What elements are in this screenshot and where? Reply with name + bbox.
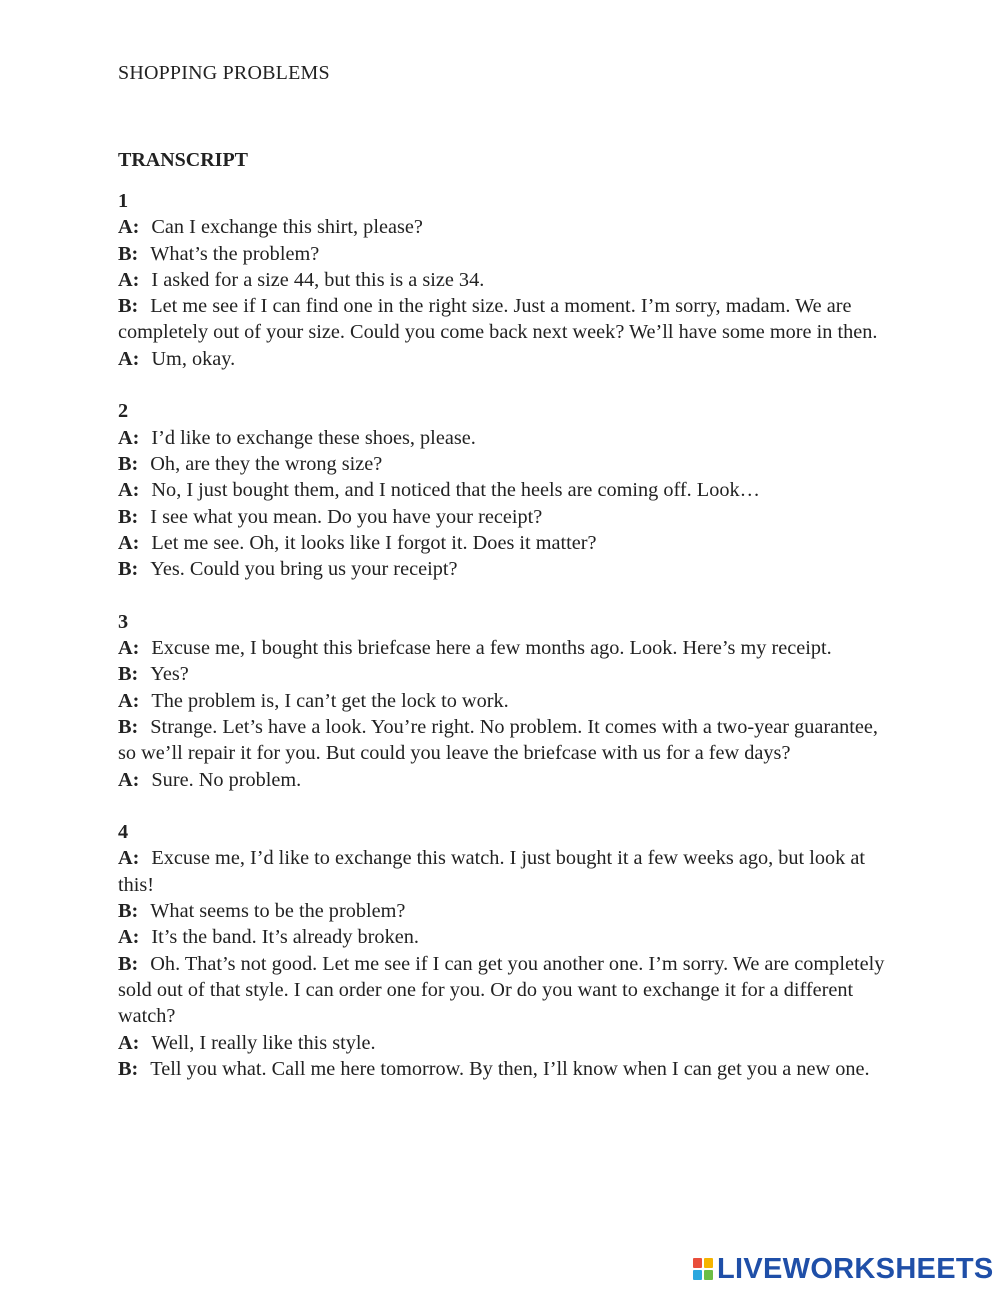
conversation-4: [118, 819, 888, 1082]
conversation-1: [118, 188, 888, 372]
speaker-label: A:: [118, 426, 140, 449]
dialogue-text: The problem is, I can’t get the lock to work.: [151, 689, 509, 712]
logo-square-red: [693, 1258, 702, 1268]
dialogue-line: [118, 530, 888, 556]
speaker-label: A:: [118, 1031, 140, 1054]
speaker-label: B:: [118, 452, 139, 475]
speaker-label: A:: [118, 689, 140, 712]
dialogue-line: [118, 924, 888, 950]
speaker-label: A:: [118, 926, 140, 949]
dialogue-text: Can I exchange this shirt, please?: [151, 216, 423, 239]
dialogue-text: Well, I really like this style.: [151, 1031, 376, 1054]
dialogue-text: I’d like to exchange these shoes, please.: [151, 426, 476, 449]
speaker-label: A:: [118, 268, 140, 291]
conversation-number: 3: [118, 610, 129, 633]
conversation-number: 4: [118, 821, 129, 844]
dialogue-line: [118, 845, 888, 898]
transcript-heading: TRANSCRIPT: [118, 149, 249, 171]
dialogue-text: Oh. That’s not good. Let me see if I can get you another one. I’m sorry. We are completely sold out of that style. I can order one for you. Or do you want to exchange it for a different watch?: [118, 952, 885, 1028]
dialogue-text: Sure. No problem.: [151, 768, 302, 791]
conversation-number: 1: [118, 190, 129, 212]
logo-square-yellow: [704, 1258, 713, 1268]
logo-square-green: [704, 1270, 713, 1280]
conversation-number: 2: [118, 400, 129, 423]
speaker-label: B:: [118, 715, 139, 738]
speaker-label: A:: [118, 768, 140, 791]
dialogue-line: [118, 425, 888, 451]
dialogue-line: [118, 214, 888, 240]
dialogue-line: [118, 556, 888, 582]
dialogue-text: Tell you what. Call me here tomorrow. By then, I’ll know when I can get you a new one.: [150, 1057, 870, 1080]
logo-text: LIVEWORKSHEETS: [717, 1253, 994, 1285]
dialogue-line: [118, 477, 888, 503]
dialogue-line: [118, 1056, 888, 1082]
speaker-label: B:: [118, 295, 139, 318]
speaker-label: B:: [118, 505, 139, 528]
dialogue-text: Strange. Let’s have a look. You’re right. No problem. It comes with a two-year guarantee, so we’ll repair it for you. But could you leave the briefcase with us for a few days?: [118, 715, 878, 765]
dialogue-text: Excuse me, I’d like to exchange this watch. I just bought it a few weeks ago, but look at this!: [118, 847, 866, 896]
dialogue-line: [118, 688, 888, 714]
speaker-label: A:: [118, 531, 140, 554]
speaker-label: B:: [118, 242, 139, 265]
dialogue-text: Oh, are they the wrong size?: [150, 452, 383, 475]
page-title: SHOPPING PROBLEMS: [118, 62, 330, 84]
dialogue-line: [118, 1030, 888, 1056]
dialogue-line: [118, 293, 888, 346]
liveworksheets-logo-icon: [693, 1258, 713, 1280]
dialogue-text: Um, okay.: [151, 347, 236, 370]
dialogue-text: No, I just bought them, and I noticed that the heels are coming off. Look…: [151, 479, 760, 502]
speaker-label: A:: [118, 847, 140, 870]
dialogue-line: [118, 951, 888, 1030]
dialogue-text: Excuse me, I bought this briefcase here a few months ago. Look. Here’s my receipt.: [151, 637, 832, 660]
dialogue-line: [118, 267, 888, 293]
speaker-label: A:: [118, 347, 140, 370]
speaker-label: B:: [118, 900, 139, 923]
dialogue-line: [118, 714, 888, 767]
dialogue-text: Yes?: [150, 663, 189, 686]
speaker-label: A:: [118, 479, 140, 502]
dialogue-line: [118, 346, 888, 372]
dialogue-line: [118, 635, 888, 661]
speaker-label: A:: [118, 637, 140, 660]
dialogue-text: I see what you mean. Do you have your receipt?: [150, 505, 543, 528]
speaker-label: B:: [118, 558, 139, 581]
conversation-3: [118, 609, 888, 793]
conversation-2: [118, 398, 888, 582]
dialogue-line: [118, 451, 888, 477]
speaker-label: B:: [118, 952, 139, 975]
dialogue-text: Yes. Could you bring us your receipt?: [150, 558, 458, 581]
speaker-label: B:: [118, 663, 139, 686]
speaker-label: A:: [118, 216, 140, 239]
dialogue-text: Let me see. Oh, it looks like I forgot it. Does it matter?: [151, 531, 597, 554]
dialogue-text: What seems to be the problem?: [150, 900, 406, 923]
logo-square-blue: [693, 1270, 702, 1280]
dialogue-line: [118, 767, 888, 793]
dialogue-line: [118, 504, 888, 530]
dialogue-text: It’s the band. It’s already broken.: [151, 926, 419, 949]
dialogue-text: I asked for a size 44, but this is a size 34.: [151, 268, 485, 291]
dialogue-line: [118, 241, 888, 267]
dialogue-line: [118, 661, 888, 687]
speaker-label: B:: [118, 1057, 139, 1080]
dialogue-line: [118, 898, 888, 924]
liveworksheets-logo: [693, 1254, 994, 1284]
dialogue-text: Let me see if I can find one in the right size. Just a moment. I’m sorry, madam. We are completely out of your size. Could you come back next week? We’ll have some more in then.: [118, 295, 878, 344]
transcript-body: [118, 188, 888, 1108]
dialogue-text: What’s the problem?: [150, 242, 320, 265]
